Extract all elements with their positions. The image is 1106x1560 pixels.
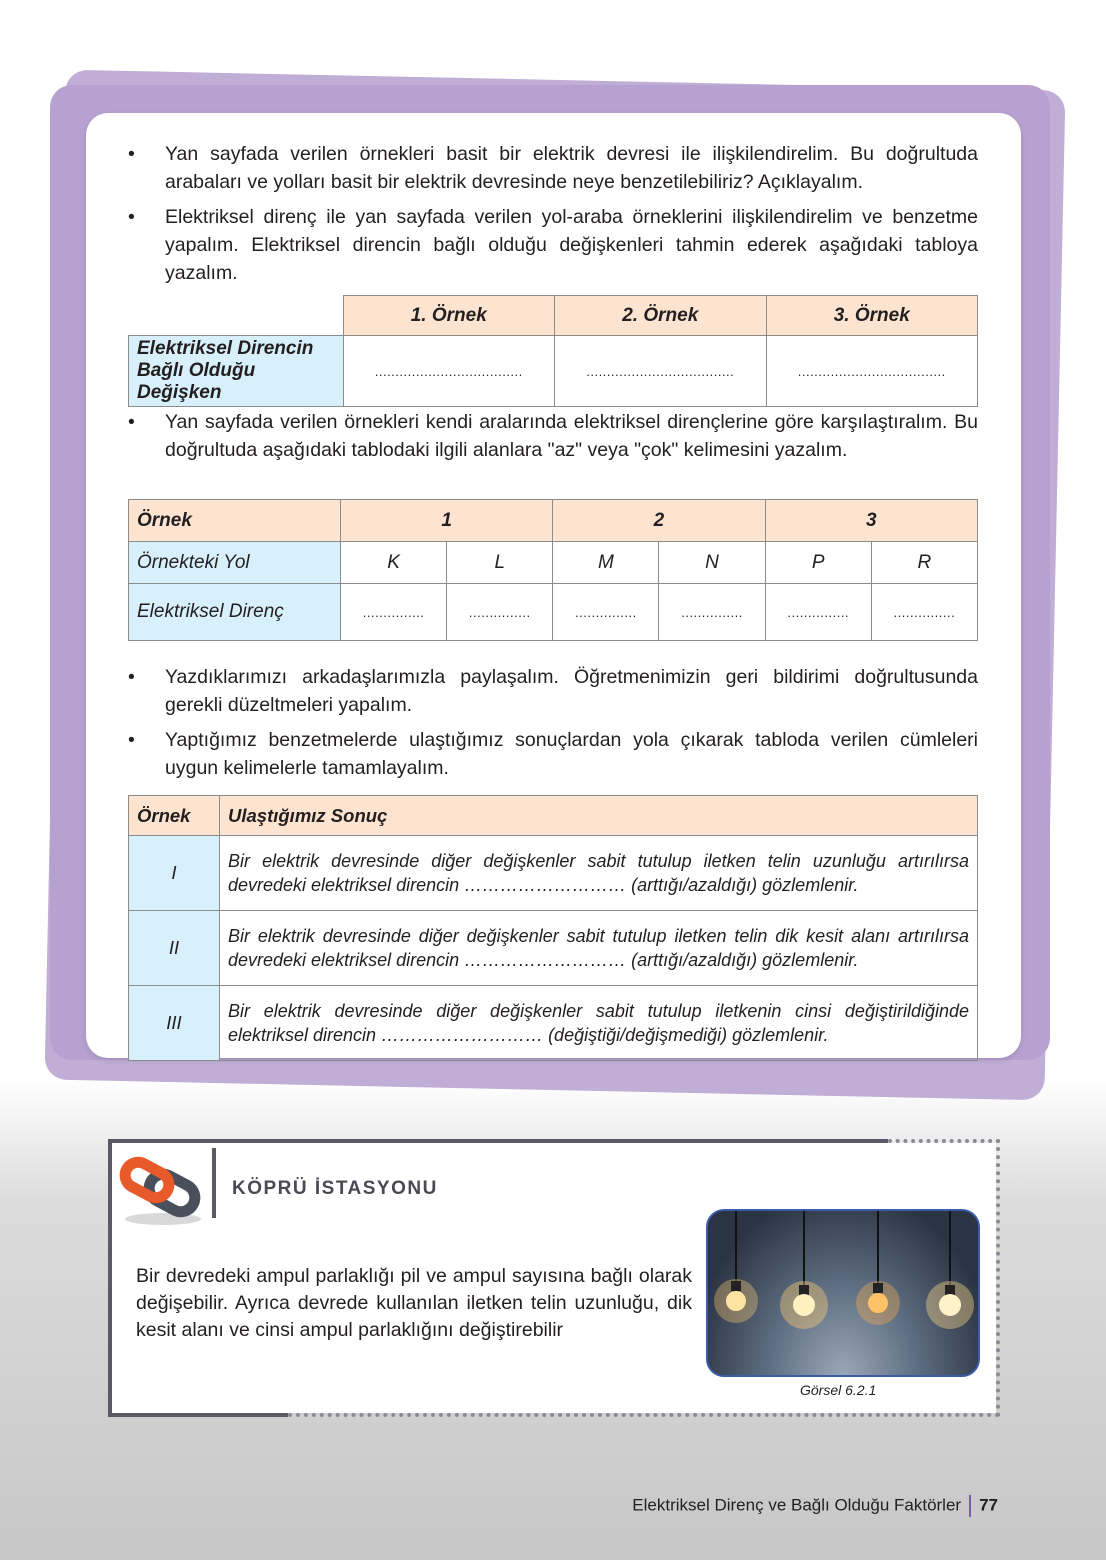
frame-top-dotted	[888, 1139, 1000, 1143]
header-example-3: 3. Örnek	[766, 296, 978, 336]
bulb-socket	[945, 1285, 955, 1295]
bulb	[793, 1294, 815, 1316]
bullet-text: Elektriksel direnç ile yan sayfada verilen yol-araba örneklerini ilişkilendirelim ve benzetme yapalım. Elektriksel direncin bağlı olduğu değişkenleri tahmin ederek aşağıdaki tabloya yazalım.	[165, 206, 978, 284]
bullet-text: Yan sayfada verilen örnekleri basit bir elektrik devresi ile ilişkilendirelim. Bu doğrultuda arabaları ve yolları basit bir elektrik devresinde neye benzetilebiliriz? Açıklayalım.	[165, 143, 978, 193]
frame-bottom	[108, 1413, 288, 1417]
row-label-line2: Bağlı Olduğu Değişken	[137, 360, 256, 403]
bullet-text: Yazdıklarımızı arkadaşlarımızla paylaşalım. Öğretmenimizin geri bildirimi doğrultusunda gerekli düzeltmeleri yapalım.	[165, 666, 978, 716]
resistance-blank[interactable]: ...............	[871, 584, 977, 641]
road-cell: P	[765, 542, 871, 584]
header-example: Örnek	[129, 796, 220, 836]
footer-separator	[969, 1495, 971, 1517]
road-cell: R	[871, 542, 977, 584]
road-cell: M	[553, 542, 659, 584]
bridge-station-text: Bir devredeki ampul parlaklığı pil ve ampul sayısına bağlı olarak değişebilir. Ayrıca devrede kullanılan iletken telin uzunluğu, dik kesit alanı ve cinsi ampul parlaklığını değiştirebilir	[136, 1265, 692, 1341]
bullet-text: Yaptığımız benzetmelerde ulaştığımız sonuçlardan yola çıkarak tabloda verilen cümleleri uygun kelimelerle tamamlayalım.	[165, 729, 978, 779]
row-label-road: Örnekteki Yol	[129, 542, 341, 584]
bulb-socket	[873, 1283, 883, 1293]
group-2: 2	[553, 500, 765, 542]
bullet-4	[128, 663, 978, 719]
frame-top	[108, 1139, 888, 1143]
header-example-1: 1. Örnek	[343, 296, 555, 336]
bullet-marker: •	[128, 729, 135, 751]
row-number: II	[129, 911, 220, 986]
bullet-5	[128, 726, 978, 782]
bullet-marker: •	[128, 666, 135, 688]
resistance-blank[interactable]: ...............	[341, 584, 447, 641]
page-footer	[632, 1495, 998, 1517]
frame-right-dotted	[996, 1139, 1000, 1417]
comparison-table	[128, 499, 978, 641]
bullet-marker: •	[128, 143, 135, 165]
empty-corner	[129, 296, 344, 336]
road-cell: N	[659, 542, 765, 584]
header-example-label: Örnek	[129, 500, 341, 542]
title-divider	[212, 1148, 216, 1218]
chain-link-icon	[118, 1155, 208, 1227]
group-3: 3	[765, 500, 977, 542]
bullet-2	[128, 203, 978, 287]
resistance-blank[interactable]: ...............	[765, 584, 871, 641]
row-number: III	[129, 986, 220, 1061]
bulb-socket	[799, 1285, 809, 1295]
row-number: I	[129, 836, 220, 911]
bullet-marker: •	[128, 411, 135, 433]
row-label-resistance: Elektriksel Direnç	[129, 584, 341, 641]
bulb	[939, 1294, 961, 1316]
group-1: 1	[341, 500, 553, 542]
frame-bottom-dotted	[288, 1413, 1000, 1417]
bullet-3	[128, 408, 978, 464]
answer-blank[interactable]: ....................................	[555, 336, 767, 407]
conclusion-sentence: Bir elektrik devresinde diğer değişkenler sabit tutulup iletken telin dik kesit alanı artırılırsa devredeki elektriksel direncin ……………………… (arttığı/azaldığı) gözlemlenir.	[220, 911, 978, 986]
photo-caption: Görsel 6.2.1	[800, 1382, 877, 1398]
bulb	[868, 1293, 888, 1313]
frame-left	[108, 1139, 112, 1417]
header-example-2: 2. Örnek	[555, 296, 767, 336]
row-label-variable	[129, 336, 344, 407]
bullet-marker: •	[128, 206, 135, 228]
conclusion-sentence: Bir elektrik devresinde diğer değişkenler sabit tutulup iletken telin uzunluğu artırılırsa devredeki elektriksel direncin ……………………… (arttığı/azaldığı) gözlemlenir.	[220, 836, 978, 911]
road-cell: K	[341, 542, 447, 584]
footer-title: Elektriksel Direnç ve Bağlı Olduğu Faktörler	[632, 1495, 962, 1515]
light-bulbs-photo	[706, 1209, 980, 1377]
bulb-socket	[731, 1281, 741, 1291]
road-cell: L	[447, 542, 553, 584]
bridge-station-title: KÖPRÜ İSTASYONU	[232, 1178, 438, 1199]
bullet-1	[128, 140, 978, 196]
resistance-blank[interactable]: ...............	[553, 584, 659, 641]
page-number: 77	[979, 1495, 998, 1515]
resistance-blank[interactable]: ...............	[447, 584, 553, 641]
bulb	[726, 1291, 746, 1311]
row-label-line1: Elektriksel Direncin	[137, 338, 314, 359]
resistance-blank[interactable]: ...............	[659, 584, 765, 641]
header-conclusion: Ulaştığımız Sonuç	[220, 796, 978, 836]
variables-table	[128, 295, 978, 407]
conclusion-table	[128, 795, 978, 1061]
answer-blank[interactable]: ....................................	[766, 336, 978, 407]
conclusion-sentence: Bir elektrik devresinde diğer değişkenler sabit tutulup iletkenin cinsi değiştirildiğinde elektriksel direncin ……………………… (değiştiği/değişmediği) gözlemlenir.	[220, 986, 978, 1061]
bullet-text: Yan sayfada verilen örnekleri kendi aralarında elektriksel dirençlerine göre karşılaştıralım. Bu doğrultuda aşağıdaki tablodaki ilgili alanlara "az" veya "çok" kelimesini yazalım.	[165, 411, 978, 461]
light-bulbs-illustration	[708, 1211, 978, 1375]
answer-blank[interactable]: ....................................	[343, 336, 555, 407]
